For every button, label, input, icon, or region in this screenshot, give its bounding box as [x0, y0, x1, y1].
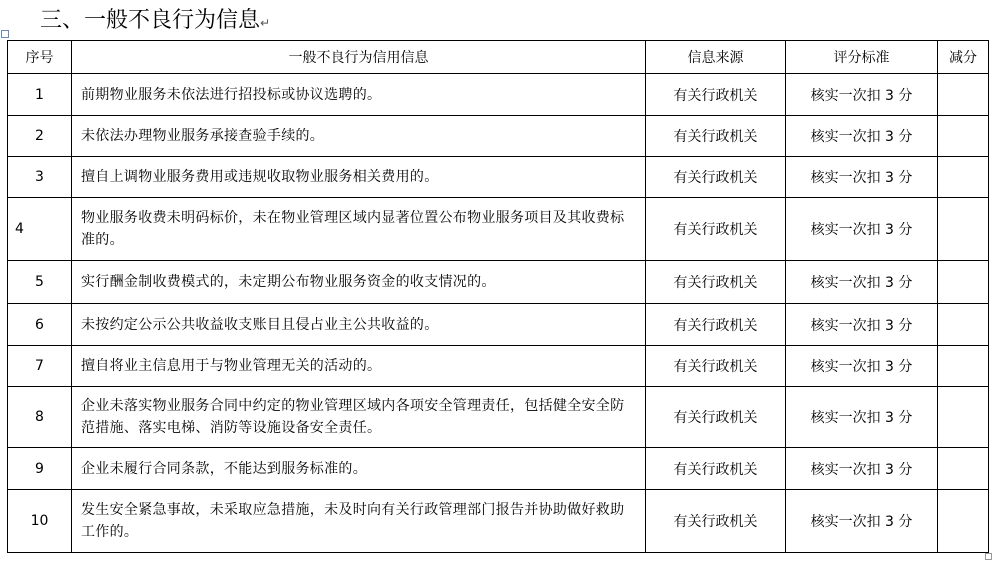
row-deduct[interactable]: [938, 387, 989, 448]
row-source: 有关行政机关: [646, 157, 786, 198]
row-deduct[interactable]: [938, 157, 989, 198]
heading-text: 三、一般不良行为信息: [40, 8, 261, 33]
row-deduct[interactable]: [938, 198, 989, 261]
row-number: 9: [8, 448, 72, 490]
row-source: 有关行政机关: [646, 261, 786, 304]
row-number: 6: [8, 304, 72, 346]
row-deduct[interactable]: [938, 490, 989, 553]
table-header-row: [8, 41, 989, 74]
row-standard: 核实一次扣 3 分: [786, 261, 938, 304]
row-standard: 核实一次扣 3 分: [786, 448, 938, 490]
row-deduct[interactable]: [938, 116, 989, 157]
row-description: 擅自上调物业服务费用或违规收取物业服务相关费用的。: [72, 157, 646, 198]
row-description: 未依法办理物业服务承接查验手续的。: [72, 116, 646, 157]
header-standard: 评分标准: [786, 41, 938, 74]
row-number: 7: [8, 346, 72, 387]
row-description: 企业未落实物业服务合同中约定的物业管理区域内各项安全管理责任，包括健全安全防范措施、落实电梯、消防等设施设备安全责任。: [72, 387, 646, 448]
table-row: [8, 198, 989, 261]
table-row: [8, 304, 989, 346]
row-description: 前期物业服务未依法进行招投标或协议选聘的。: [72, 74, 646, 116]
row-source: 有关行政机关: [646, 490, 786, 553]
table-row: [8, 74, 989, 116]
row-number: 1: [8, 74, 72, 116]
row-standard: 核实一次扣 3 分: [786, 346, 938, 387]
row-description: 实行酬金制收费模式的，未定期公布物业服务资金的收支情况的。: [72, 261, 646, 304]
table-row: [8, 448, 989, 490]
row-number: 3: [8, 157, 72, 198]
row-description: 企业未履行合同条款，不能达到服务标准的。: [72, 448, 646, 490]
header-deduct: 减分: [938, 41, 989, 74]
row-standard: 核实一次扣 3 分: [786, 74, 938, 116]
header-source: 信息来源: [646, 41, 786, 74]
row-source: 有关行政机关: [646, 448, 786, 490]
row-deduct[interactable]: [938, 448, 989, 490]
row-number: 2: [8, 116, 72, 157]
row-standard: 核实一次扣 3 分: [786, 157, 938, 198]
section-heading: [40, 6, 270, 38]
row-deduct[interactable]: [938, 261, 989, 304]
table-row: [8, 261, 989, 304]
row-standard: 核实一次扣 3 分: [786, 490, 938, 553]
table-row: [8, 387, 989, 448]
row-source: 有关行政机关: [646, 346, 786, 387]
table-resize-handle[interactable]: [985, 553, 992, 560]
row-description: 擅自将业主信息用于与物业管理无关的活动的。: [72, 346, 646, 387]
table-anchor-icon[interactable]: [1, 30, 9, 38]
paragraph-mark: ↵: [260, 16, 271, 30]
table-row: [8, 346, 989, 387]
row-source: 有关行政机关: [646, 387, 786, 448]
row-standard: 核实一次扣 3 分: [786, 116, 938, 157]
row-number: 10: [8, 490, 72, 553]
table-row: [8, 490, 989, 553]
row-number: 5: [8, 261, 72, 304]
row-source: 有关行政机关: [646, 116, 786, 157]
row-description: 发生安全紧急事故，未采取应急措施，未及时向有关行政管理部门报告并协助做好救助工作的。: [72, 490, 646, 553]
table-row: [8, 157, 989, 198]
row-source: 有关行政机关: [646, 198, 786, 261]
row-deduct[interactable]: [938, 346, 989, 387]
row-standard: 核实一次扣 3 分: [786, 387, 938, 448]
table-row: [8, 116, 989, 157]
row-source: 有关行政机关: [646, 74, 786, 116]
row-standard: 核实一次扣 3 分: [786, 198, 938, 261]
row-deduct[interactable]: [938, 304, 989, 346]
row-description: 物业服务收费未明码标价，未在物业管理区域内显著位置公布物业服务项目及其收费标准的。: [72, 198, 646, 261]
row-source: 有关行政机关: [646, 304, 786, 346]
header-no: 序号: [8, 41, 72, 74]
row-number: 8: [8, 387, 72, 448]
header-info: 一般不良行为信用信息: [72, 41, 646, 74]
row-number: 4: [8, 198, 72, 261]
bad-behavior-table: [7, 40, 989, 553]
row-description: 未按约定公示公共收益收支账目且侵占业主公共收益的。: [72, 304, 646, 346]
row-standard: 核实一次扣 3 分: [786, 304, 938, 346]
row-deduct[interactable]: [938, 74, 989, 116]
